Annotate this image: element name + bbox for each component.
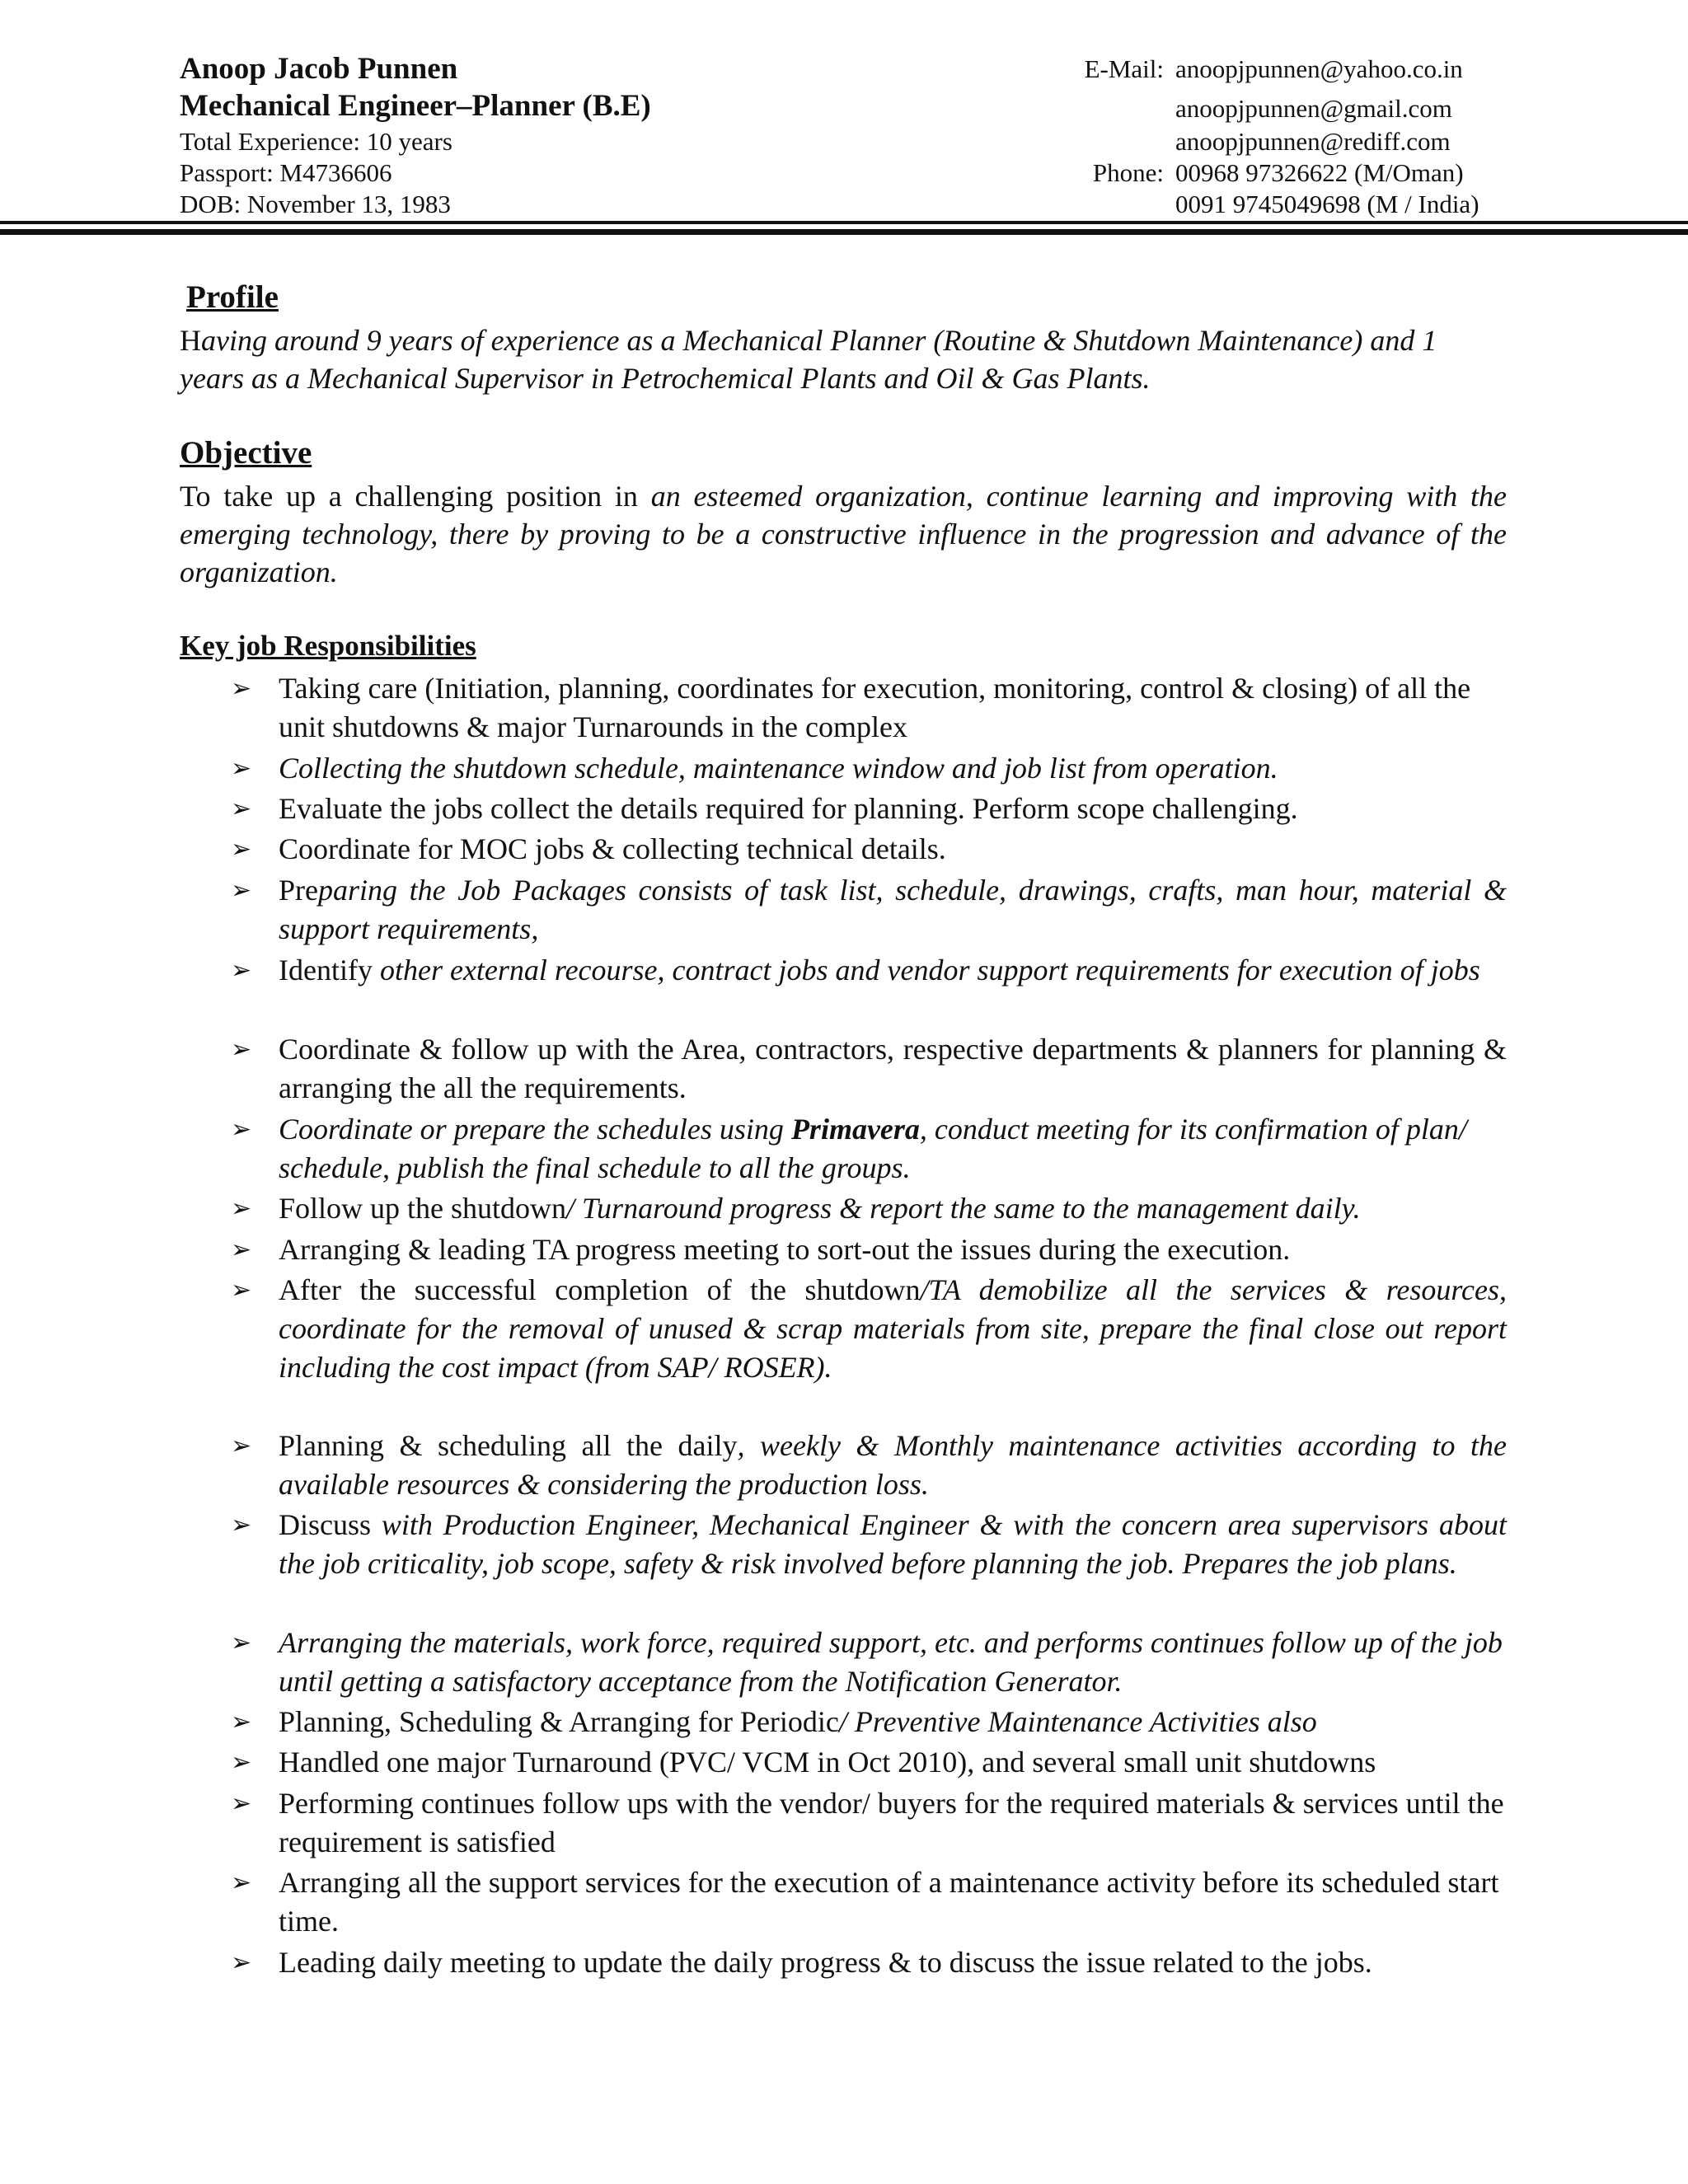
- list-item: ➢ Arranging & leading TA progress meeting to sort-out the issues during the execution.: [279, 1230, 1507, 1269]
- email-address[interactable]: anoopjpunnen@rediff.com: [1175, 127, 1451, 156]
- phone-label: Phone:: [1092, 158, 1164, 187]
- list-item: ➢ Handled one major Turnaround (PVC/ VCM in Oct 2010), and several small unit shutdowns: [279, 1743, 1507, 1782]
- candidate-name: Anoop Jacob Punnen: [180, 52, 458, 86]
- list-item: ➢ Performing continues follow ups with the vendor/ buyers for the required materials & services until the requirement is satisfied: [279, 1784, 1507, 1862]
- list-item: ➢ Taking care (Initiation, planning, coordinates for execution, monitoring, control & closing) of all the unit shutdowns & major Turnarounds in the complex: [279, 669, 1507, 747]
- arrow-bullet-icon: ➢: [231, 1511, 252, 1540]
- email-address[interactable]: anoopjpunnen@yahoo.co.in: [1175, 54, 1463, 83]
- arrow-bullet-icon: ➢: [231, 1035, 252, 1064]
- profile-first-letter: H: [180, 324, 201, 357]
- header-divider-thin: [0, 221, 1688, 224]
- arrow-bullet-icon: ➢: [231, 956, 252, 985]
- list-item: ➢ Leading daily meeting to update the daily progress & to discuss the issue related to the jobs.: [279, 1943, 1507, 1982]
- email-address[interactable]: anoopjpunnen@gmail.com: [1175, 94, 1452, 123]
- objective-heading: Objective: [180, 435, 312, 471]
- arrow-bullet-icon: ➢: [231, 1276, 252, 1305]
- arrow-bullet-icon: ➢: [231, 1789, 252, 1818]
- arrow-bullet-icon: ➢: [231, 1948, 252, 1977]
- list-item: ➢ Follow up the shutdown/ Turnaround progress & report the same to the management daily.: [279, 1189, 1507, 1228]
- arrow-bullet-icon: ➢: [231, 794, 252, 823]
- profile-heading: Profile: [186, 279, 279, 315]
- phone-number: 00968 97326622 (M/Oman): [1175, 158, 1464, 187]
- primavera-keyword: Primavera: [790, 1113, 920, 1146]
- total-experience: Total Experience: 10 years: [180, 127, 452, 156]
- objective-lead: To take up a challenging position in: [180, 480, 651, 513]
- list-item: ➢ Planning & scheduling all the daily, weekly & Monthly maintenance activities according to the available resources & considering the production loss.: [279, 1427, 1507, 1504]
- list-item: ➢ Arranging the materials, work force, required support, etc. and performs continues follow up of the job until getting a satisfactory acceptance from the Notification Generator.: [279, 1624, 1507, 1701]
- arrow-bullet-icon: ➢: [231, 1115, 252, 1144]
- header-divider-thick: [0, 229, 1688, 235]
- arrow-bullet-icon: ➢: [231, 1629, 252, 1657]
- list-item: ➢ Planning, Scheduling & Arranging for Periodic/ Preventive Maintenance Activities also: [279, 1703, 1507, 1741]
- arrow-bullet-icon: ➢: [231, 1748, 252, 1777]
- responsibilities-heading: Key job Responsibilities: [180, 630, 476, 662]
- list-item: ➢ Arranging all the support services for the execution of a maintenance activity before its scheduled start time.: [279, 1863, 1507, 1941]
- list-item: ➢ Coordinate for MOC jobs & collecting technical details.: [279, 830, 1507, 869]
- arrow-bullet-icon: ➢: [231, 754, 252, 783]
- objective-text: [180, 477, 1507, 591]
- arrow-bullet-icon: ➢: [231, 1194, 252, 1223]
- profile-body: aving around 9 years of experience as a Mechanical Planner (Routine & Shutdown Maintenance) and 1 years as a Mechanical Supervisor in Petrochemical Plants and Oil & Gas Plants.: [180, 324, 1437, 395]
- arrow-bullet-icon: ➢: [231, 835, 252, 864]
- list-item: ➢ Discuss with Production Engineer, Mechanical Engineer & with the concern area supervisors about the job criticality, job scope, safety & risk involved before planning the job. Prepares the job plans.: [279, 1506, 1507, 1583]
- list-item: ➢ Collecting the shutdown schedule, maintenance window and job list from operation.: [279, 749, 1507, 788]
- arrow-bullet-icon: ➢: [231, 1868, 252, 1897]
- arrow-bullet-icon: ➢: [231, 674, 252, 703]
- list-item: ➢ Coordinate or prepare the schedules using Primavera, conduct meeting for its confirmation of plan/ schedule, publish the final schedule to all the groups.: [279, 1110, 1507, 1188]
- arrow-bullet-icon: ➢: [231, 1708, 252, 1736]
- profile-text: [180, 321, 1507, 397]
- phone-number: 0091 9745049698 (M / India): [1175, 190, 1479, 218]
- arrow-bullet-icon: ➢: [231, 1235, 252, 1264]
- candidate-title: Mechanical Engineer–Planner (B.E): [180, 89, 651, 123]
- list-item: ➢ After the successful completion of the shutdown/TA demobilize all the services & resources, coordinate for the removal of unused & scrap materials from site, prepare the final close out report including the cost impact (from SAP/ ROSER).: [279, 1271, 1507, 1387]
- list-item: ➢ Identify other external recourse, contract jobs and vendor support requirements for execution of jobs: [279, 951, 1507, 990]
- arrow-bullet-icon: ➢: [231, 876, 252, 905]
- arrow-bullet-icon: ➢: [231, 1432, 252, 1460]
- list-item: ➢ Coordinate & follow up with the Area, contractors, respective departments & planners for planning & arranging the all the requirements.: [279, 1030, 1507, 1108]
- list-item: ➢ Preparing the Job Packages consists of task list, schedule, drawings, crafts, man hour, material & support requirements,: [279, 871, 1507, 949]
- email-label: E-Mail:: [1084, 54, 1164, 83]
- objective-body: an esteemed organization, continue learning and improving with the emerging technology, there by proving to be a constructive influence in the progression and advance of the organization.: [180, 480, 1507, 588]
- list-item: ➢ Evaluate the jobs collect the details required for planning. Perform scope challenging.: [279, 790, 1507, 828]
- passport-number: Passport: M4736606: [180, 158, 392, 187]
- date-of-birth: DOB: November 13, 1983: [180, 190, 451, 218]
